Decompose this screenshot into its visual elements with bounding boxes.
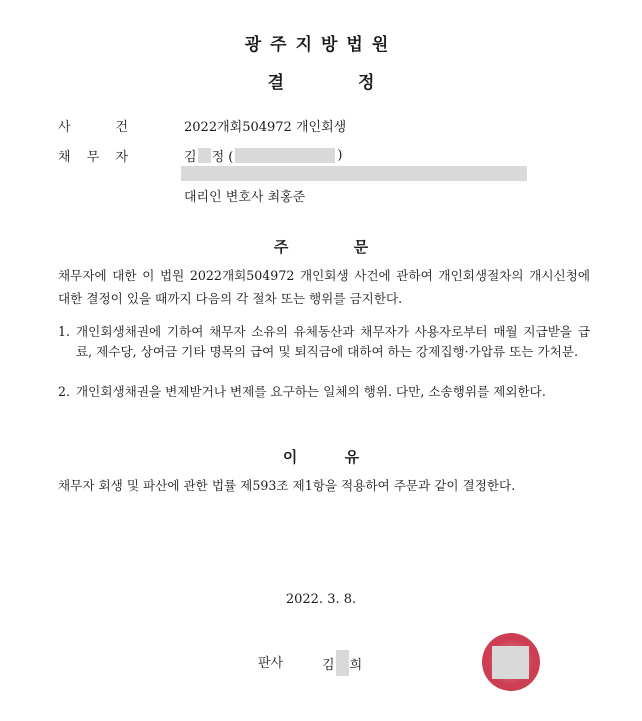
debtor-label-char: 무: [86, 150, 100, 165]
order-item-number: 2.: [58, 384, 71, 399]
court-name: 광주지방법원: [244, 35, 398, 55]
case-label-char: 건: [115, 120, 128, 135]
document-type: 결 정: [267, 73, 375, 93]
order-item-text: 개인회생채권을 변제받거나 변제를 요구하는 일체의 행위. 다만, 소송행위를 제외한다.: [76, 384, 546, 399]
judge-name: [322, 650, 362, 676]
seal-redaction-mask: [492, 646, 529, 679]
order-intro: 채무자에 대한 이 법원 2022개회504972 개인회생 사건에 관하여 개인회생절차의 개시신청에 대한 결정이 있을 때까지 다음의 각 절차 또는 행위를 금지한다.: [58, 268, 590, 306]
order-item-number: 1.: [58, 324, 71, 339]
case-label: [58, 116, 128, 135]
address-redaction-mask: [181, 166, 527, 181]
debtor-label: [58, 146, 128, 165]
debtor-agent: 대리인 변호사 최홍준: [184, 190, 306, 205]
judge-title: 판사: [258, 656, 284, 671]
debtor-name-close: ): [337, 148, 343, 163]
order-item: [58, 382, 590, 402]
debtor-label-char: 채: [58, 150, 71, 165]
redaction-mask: [336, 650, 349, 676]
debtor-name-first: 김: [184, 150, 197, 165]
order-item: [58, 322, 590, 362]
debtor-label-char: 자: [115, 150, 128, 165]
debtor-name-last: 정 (: [211, 150, 234, 165]
debtor-name: [184, 146, 342, 165]
redaction-mask: [235, 148, 335, 163]
redaction-mask: [198, 148, 211, 163]
judge-name-first: 김: [322, 657, 335, 673]
case-label-char: 사: [58, 120, 71, 135]
judge-name-last: 희: [349, 657, 363, 673]
reason-heading: 이 유: [282, 448, 360, 466]
order-heading: 주 문: [273, 238, 369, 256]
reason-text: 채무자 회생 및 파산에 관한 법률 제593조 제1항을 적용하여 주문과 같이 결정한다.: [58, 478, 516, 493]
order-item-text: 개인회생채권에 기하여 채무자 소유의 유체동산과 채무자가 사용자로부터 매월 지급받을 급료, 제수당, 상여금 기타 명목의 급여 및 퇴직금에 대하여 하는 강제집행·가압류 또는 가처분.: [76, 324, 590, 359]
case-number: 2022개회504972 개인회생: [184, 120, 347, 135]
decision-date: 2022. 3. 8.: [285, 592, 357, 607]
